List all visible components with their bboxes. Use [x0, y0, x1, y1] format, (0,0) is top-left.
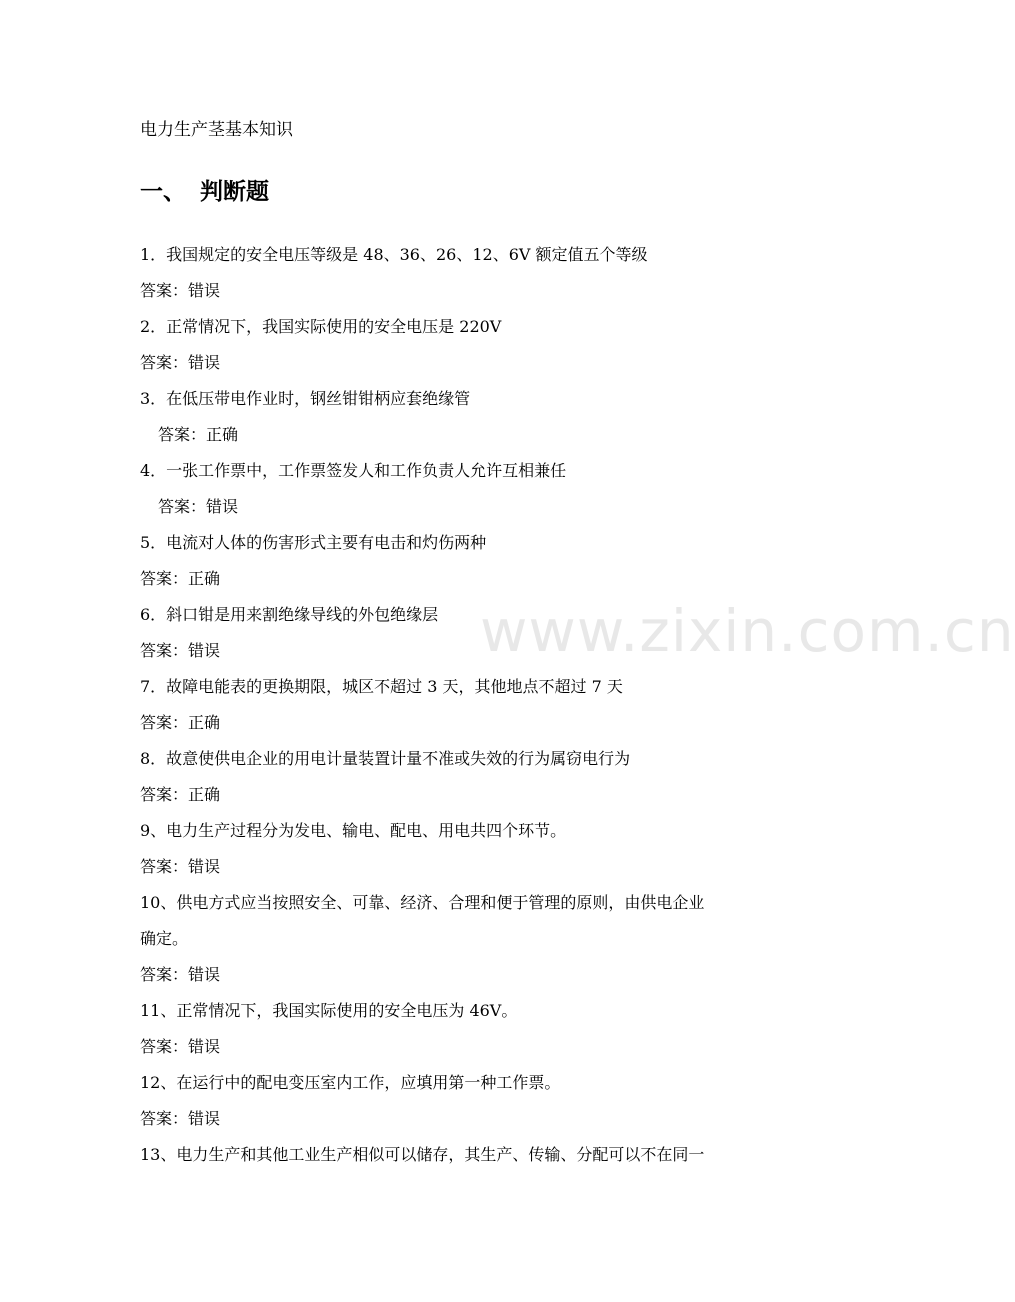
- question-line: 1．我国规定的安全电压等级是 48、36、26、12、6V 额定值五个等级: [140, 245, 648, 264]
- answer-line: 答案：错误: [140, 353, 221, 372]
- question-line: 13、电力生产和其他工业生产相似可以储存，其生产、传输、分配可以不在同一: [140, 1145, 705, 1164]
- question-line: 3．在低压带电作业时，钢丝钳钳柄应套绝缘管: [140, 389, 471, 408]
- document-title: 电力生产茎基本知识: [140, 120, 293, 140]
- answer-line: 答案：错误: [140, 857, 221, 876]
- question-line: 2．正常情况下，我国实际使用的安全电压是 220V: [140, 317, 502, 336]
- question-line: 9、电力生产过程分为发电、输电、配电、用电共四个环节。: [140, 821, 567, 840]
- answer-line: 答案：错误: [140, 641, 221, 660]
- section-number: 一、: [140, 179, 186, 205]
- question-line: 11、正常情况下，我国实际使用的安全电压为 46V。: [140, 1001, 518, 1020]
- answer-line: 答案：错误: [140, 1037, 221, 1056]
- answer-line: 答案：错误: [140, 965, 221, 984]
- answer-line: 答案：正确: [140, 569, 221, 588]
- answer-line: 答案：正确: [140, 785, 221, 804]
- question-line: 8．故意使供电企业的用电计量装置计量不准或失效的行为属窃电行为: [140, 749, 631, 768]
- question-list: [140, 237, 790, 1173]
- answer-line: 答案：错误: [158, 497, 239, 516]
- section-title: 判断题: [200, 179, 269, 205]
- question-line: 12、在运行中的配电变压室内工作，应填用第一种工作票。: [140, 1073, 561, 1092]
- answer-line: 答案：正确: [158, 425, 239, 444]
- section-heading: [140, 176, 269, 208]
- question-line: 6．斜口钳是用来割绝缘导线的外包绝缘层: [140, 605, 439, 624]
- question-line: 7．故障电能表的更换期限，城区不超过 3 天，其他地点不超过 7 天: [140, 677, 623, 696]
- question-line: 5．电流对人体的伤害形式主要有电击和灼伤两种: [140, 533, 487, 552]
- answer-line: 答案：正确: [140, 713, 221, 732]
- question-line: 4．一张工作票中，工作票签发人和工作负责人允许互相兼任: [140, 461, 567, 480]
- answer-line: 答案：错误: [140, 1109, 221, 1128]
- watermark: www.zixin.com.cn: [480, 597, 1015, 665]
- answer-line: 答案：错误: [140, 281, 221, 300]
- question-line: 确定。: [140, 929, 189, 948]
- question-line: 10、供电方式应当按照安全、可靠、经济、合理和便于管理的原则，由供电企业: [140, 893, 705, 912]
